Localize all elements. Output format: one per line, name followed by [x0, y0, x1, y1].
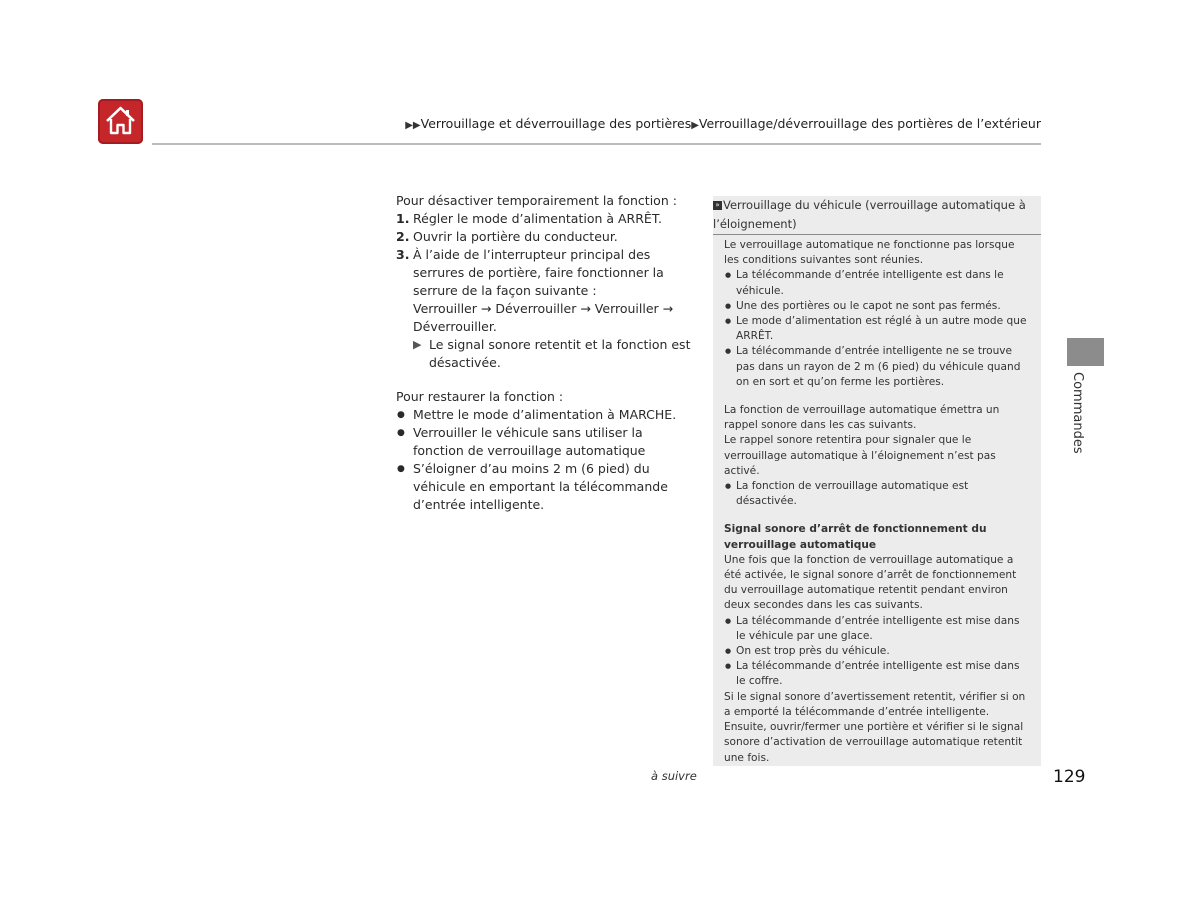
- home-icon[interactable]: [98, 99, 143, 144]
- restore-bullet: ● S’éloigner d’au moins 2 m (6 pied) du véhicule en emportant la télécommande d’entrée intelligente.: [396, 460, 696, 514]
- step-3: [396, 246, 696, 300]
- sidebar-bullet: ● La télécommande d’entrée intelligente est mise dans le véhicule par une glace.: [724, 614, 1032, 644]
- arrow-right-icon: →: [480, 301, 492, 316]
- restore-bullet: ● Verrouiller le véhicule sans utiliser la fonction de verrouillage automatique: [396, 424, 696, 460]
- breadcrumb: [405, 116, 1041, 131]
- sidebar-bullet: ● La télécommande d’entrée intelligente est dans le véhicule.: [724, 268, 1032, 298]
- sidebar-paragraph: Le rappel sonore retentira pour signaler que le verrouillage automatique à l’éloignement n’est pas activé.: [724, 434, 996, 477]
- section-tab[interactable]: [1067, 338, 1104, 366]
- breadcrumb-section[interactable]: Verrouillage et déverrouillage des portières: [420, 116, 692, 131]
- sidebar-note: [713, 196, 1041, 766]
- main-column: [396, 192, 696, 514]
- sidebar-subheading: Signal sonore d’arrêt de fonctionnement du verrouillage automatique: [724, 523, 987, 551]
- step-text: Régler le mode d’alimentation à ARRÊT.: [413, 211, 662, 226]
- sequence-item: Déverrouiller.: [413, 319, 497, 334]
- sidebar-title-line1: Verrouillage du véhicule (verrouillage automatique à: [723, 198, 1026, 212]
- continued-note: à suivre: [651, 769, 697, 783]
- step-number: 1.: [396, 211, 410, 226]
- sidebar-paragraph: La fonction de verrouillage automatique émettra un rappel sonore dans les cas suivants.: [724, 404, 1000, 432]
- result-line: [396, 336, 696, 372]
- sidebar-paragraph: Si le signal sonore d’avertissement retentit, vérifier si on a emporté la télécommande d’entrée intelligente. Ensuite, ouvrir/fermer une portière et vérifier si le signal sonore d’activation de verrouillage automatique retentit une fois.: [724, 690, 1026, 764]
- sidebar-bullet: ● Le mode d’alimentation est réglé à un autre mode que ARRÊT.: [724, 314, 1032, 344]
- reference-icon: »: [713, 201, 722, 210]
- sidebar-title: [713, 196, 1041, 235]
- sidebar-bullet: ● On est trop près du véhicule.: [724, 644, 1032, 659]
- step-text: Ouvrir la portière du conducteur.: [413, 229, 618, 244]
- sidebar-paragraph: Le verrouillage automatique ne fonctionne pas lorsque les conditions suivantes sont réunies.: [724, 239, 1015, 267]
- step-2: [396, 228, 696, 246]
- sequence-item: Verrouiller: [413, 301, 477, 316]
- house-icon: [104, 104, 137, 138]
- sidebar-paragraph: Une fois que la fonction de verrouillage automatique a été activée, le signal sonore d’arrêt de fonctionnement du verrouillage automatique retentit pendant environ deux secondes dans les cas suivants.: [724, 553, 1017, 612]
- sidebar-bullet: ● La télécommande d’entrée intelligente est mise dans le coffre.: [724, 659, 1032, 689]
- sidebar-bullet: ● La télécommande d’entrée intelligente ne se trouve pas dans un rayon de 2 m (6 pied) du véhicule quand on en sort et qu’on ferme les portières.: [724, 344, 1032, 390]
- result-text: Le signal sonore retentit et la fonction est désactivée.: [429, 337, 691, 370]
- sidebar-title-line2: l’éloignement): [713, 217, 797, 231]
- step-text: À l’aide de l’interrupteur principal des serrures de portière, faire fonctionner la serrure de la façon suivante :: [413, 247, 664, 298]
- breadcrumb-arrow-icon: ▶: [691, 120, 699, 131]
- page-number: 129: [1053, 767, 1086, 787]
- breadcrumb-arrow-icon: ▶▶: [405, 120, 421, 131]
- sequence-item: Déverrouiller: [495, 301, 577, 316]
- sidebar-bullet: ● Une des portières ou le capot ne sont pas fermés.: [724, 299, 1032, 314]
- breadcrumb-topic[interactable]: Verrouillage/déverrouillage des portières de l’extérieur: [698, 116, 1041, 131]
- intro-text: Pour désactiver temporairement la fonction :: [396, 193, 677, 208]
- arrow-right-icon: →: [580, 301, 591, 316]
- restore-bullet: ● Mettre le mode d’alimentation à MARCHE.: [396, 406, 696, 424]
- header-divider: [152, 143, 1041, 145]
- sequence-item: Verrouiller: [594, 301, 659, 316]
- step-number: 3.: [396, 247, 410, 262]
- section-tab-label: Commandes: [1070, 372, 1085, 454]
- lock-sequence: [396, 300, 696, 336]
- sidebar-body: [724, 238, 1032, 766]
- step-number: 2.: [396, 229, 410, 244]
- result-triangle-icon: ▶: [413, 338, 422, 351]
- arrow-right-icon: →: [662, 301, 674, 316]
- step-1: [396, 210, 696, 228]
- sidebar-bullet: ● La fonction de verrouillage automatique est désactivée.: [724, 479, 1032, 509]
- restore-title: Pour restaurer la fonction :: [396, 389, 564, 404]
